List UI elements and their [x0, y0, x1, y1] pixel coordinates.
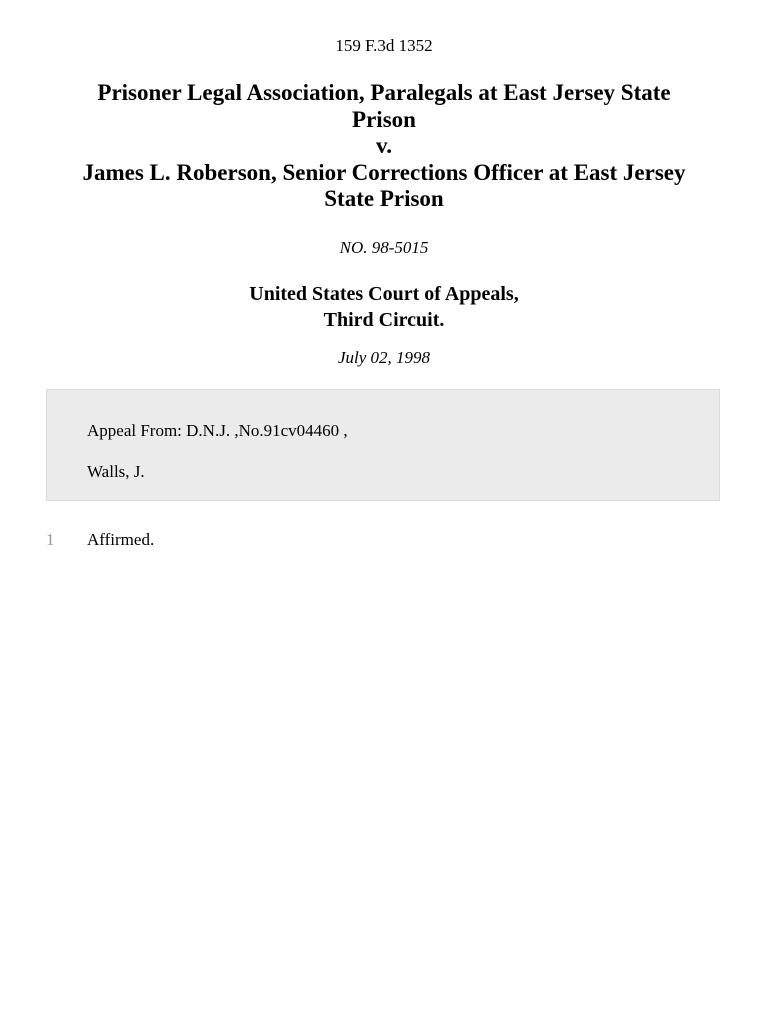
docket-number: NO. 98-5015 [339, 238, 429, 257]
prelims-box [46, 389, 720, 501]
respondent-line-1: James L. Roberson, Senior Corrections Officer at East Jersey [82, 159, 686, 185]
decision-date: July 02, 1998 [337, 348, 431, 367]
court-line-2: Third Circuit. [323, 309, 445, 331]
petitioner-line-2: Prison [352, 106, 416, 132]
appeal-from: Appeal From: D.N.J. ,No.91cv04460 , [87, 421, 348, 440]
paragraph-number: 1 [46, 530, 55, 549]
respondent-line-2: State Prison [324, 186, 444, 211]
judge-name: Walls, J. [87, 462, 145, 481]
citation: 159 F.3d 1352 [335, 36, 433, 55]
court-name [0, 281, 768, 333]
versus: v. [376, 133, 392, 158]
court-line-1: United States Court of Appeals, [249, 283, 519, 305]
petitioner-line-1: Prisoner Legal Association, Paralegals at East Jersey State [97, 80, 671, 105]
case-title [40, 80, 728, 213]
paragraph-text: Affirmed. [87, 530, 155, 549]
